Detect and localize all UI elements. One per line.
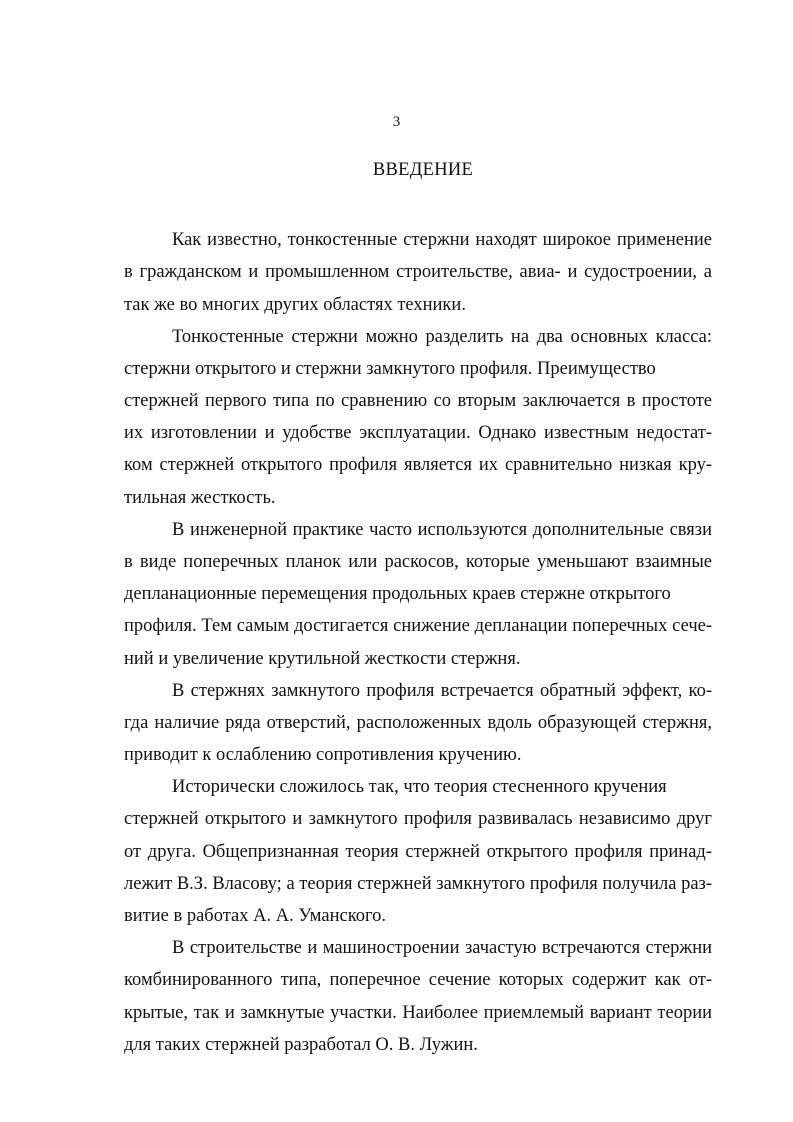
page-number: 3 bbox=[392, 114, 401, 130]
text-line: приводит к ослаблению сопротивления кручению. bbox=[124, 745, 522, 765]
text-line: в виде поперечных планок или раскосов, которые уменьшают взаимные bbox=[124, 552, 712, 572]
text-line: их изготовлении и удобстве эксплуатации. Однако известным недостат- bbox=[124, 423, 712, 443]
text-line: крытые, так и замкнутые участки. Наиболее приемлемый вариант теории bbox=[124, 1003, 712, 1023]
text-line: Тонкостенные стержни можно разделить на два основных класса: bbox=[172, 327, 712, 347]
text-line: гда наличие ряда отверстий, расположенных вдоль образующей стержня, bbox=[124, 713, 712, 733]
text-line: В инженерной практике часто используются дополнительные связи bbox=[172, 520, 712, 540]
text-line: стержней открытого и замкнутого профиля развивалась независимо друг bbox=[124, 809, 712, 829]
text-line: лежит В.З. Власову; а теория стержней замкнутого профиля получила раз- bbox=[124, 874, 712, 894]
text-line: В строительстве и машиностроении зачастую встречаются стержни bbox=[172, 938, 712, 958]
text-line: в гражданском и промышленном строительстве, авиа- и судостроении, а bbox=[124, 262, 712, 282]
text-line: Как известно, тонкостенные стержни находят широкое применение bbox=[172, 230, 712, 250]
text-line: Исторически сложилось так, что теория стесненного кручения bbox=[172, 777, 667, 797]
text-line: стержней первого типа по сравнению со вторым заключается в простоте bbox=[124, 391, 712, 411]
text-line: от друга. Общепризнанная теория стержней открытого профиля принад- bbox=[124, 842, 712, 862]
text-line: тильная жесткость. bbox=[124, 488, 276, 508]
text-line: ний и увеличение крутильной жесткости стержня. bbox=[124, 649, 521, 669]
text-line: профиля. Тем самым достигается снижение депланации поперечных сече- bbox=[124, 616, 712, 636]
text-line: для таких стержней разработал О. В. Лужин. bbox=[124, 1035, 478, 1055]
text-line: витие в работах А. А. Уманского. bbox=[124, 906, 386, 926]
text-line: депланационные перемещения продольных краев стержне открытого bbox=[124, 584, 671, 604]
text-line: ком стержней открытого профиля является их сравнительно низкая кру- bbox=[124, 455, 712, 475]
text-line: В стержнях замкнутого профиля встречается обратный эффект, ко- bbox=[172, 681, 712, 701]
text-line: комбинированного типа, поперечное сечение которых содержит как от- bbox=[124, 970, 712, 990]
text-line: стержни открытого и стержни замкнутого профиля. Преимущество bbox=[124, 359, 656, 379]
text-line: так же во многих других областях техники. bbox=[124, 295, 466, 315]
section-title: ВВЕДЕНИЕ bbox=[372, 160, 474, 180]
